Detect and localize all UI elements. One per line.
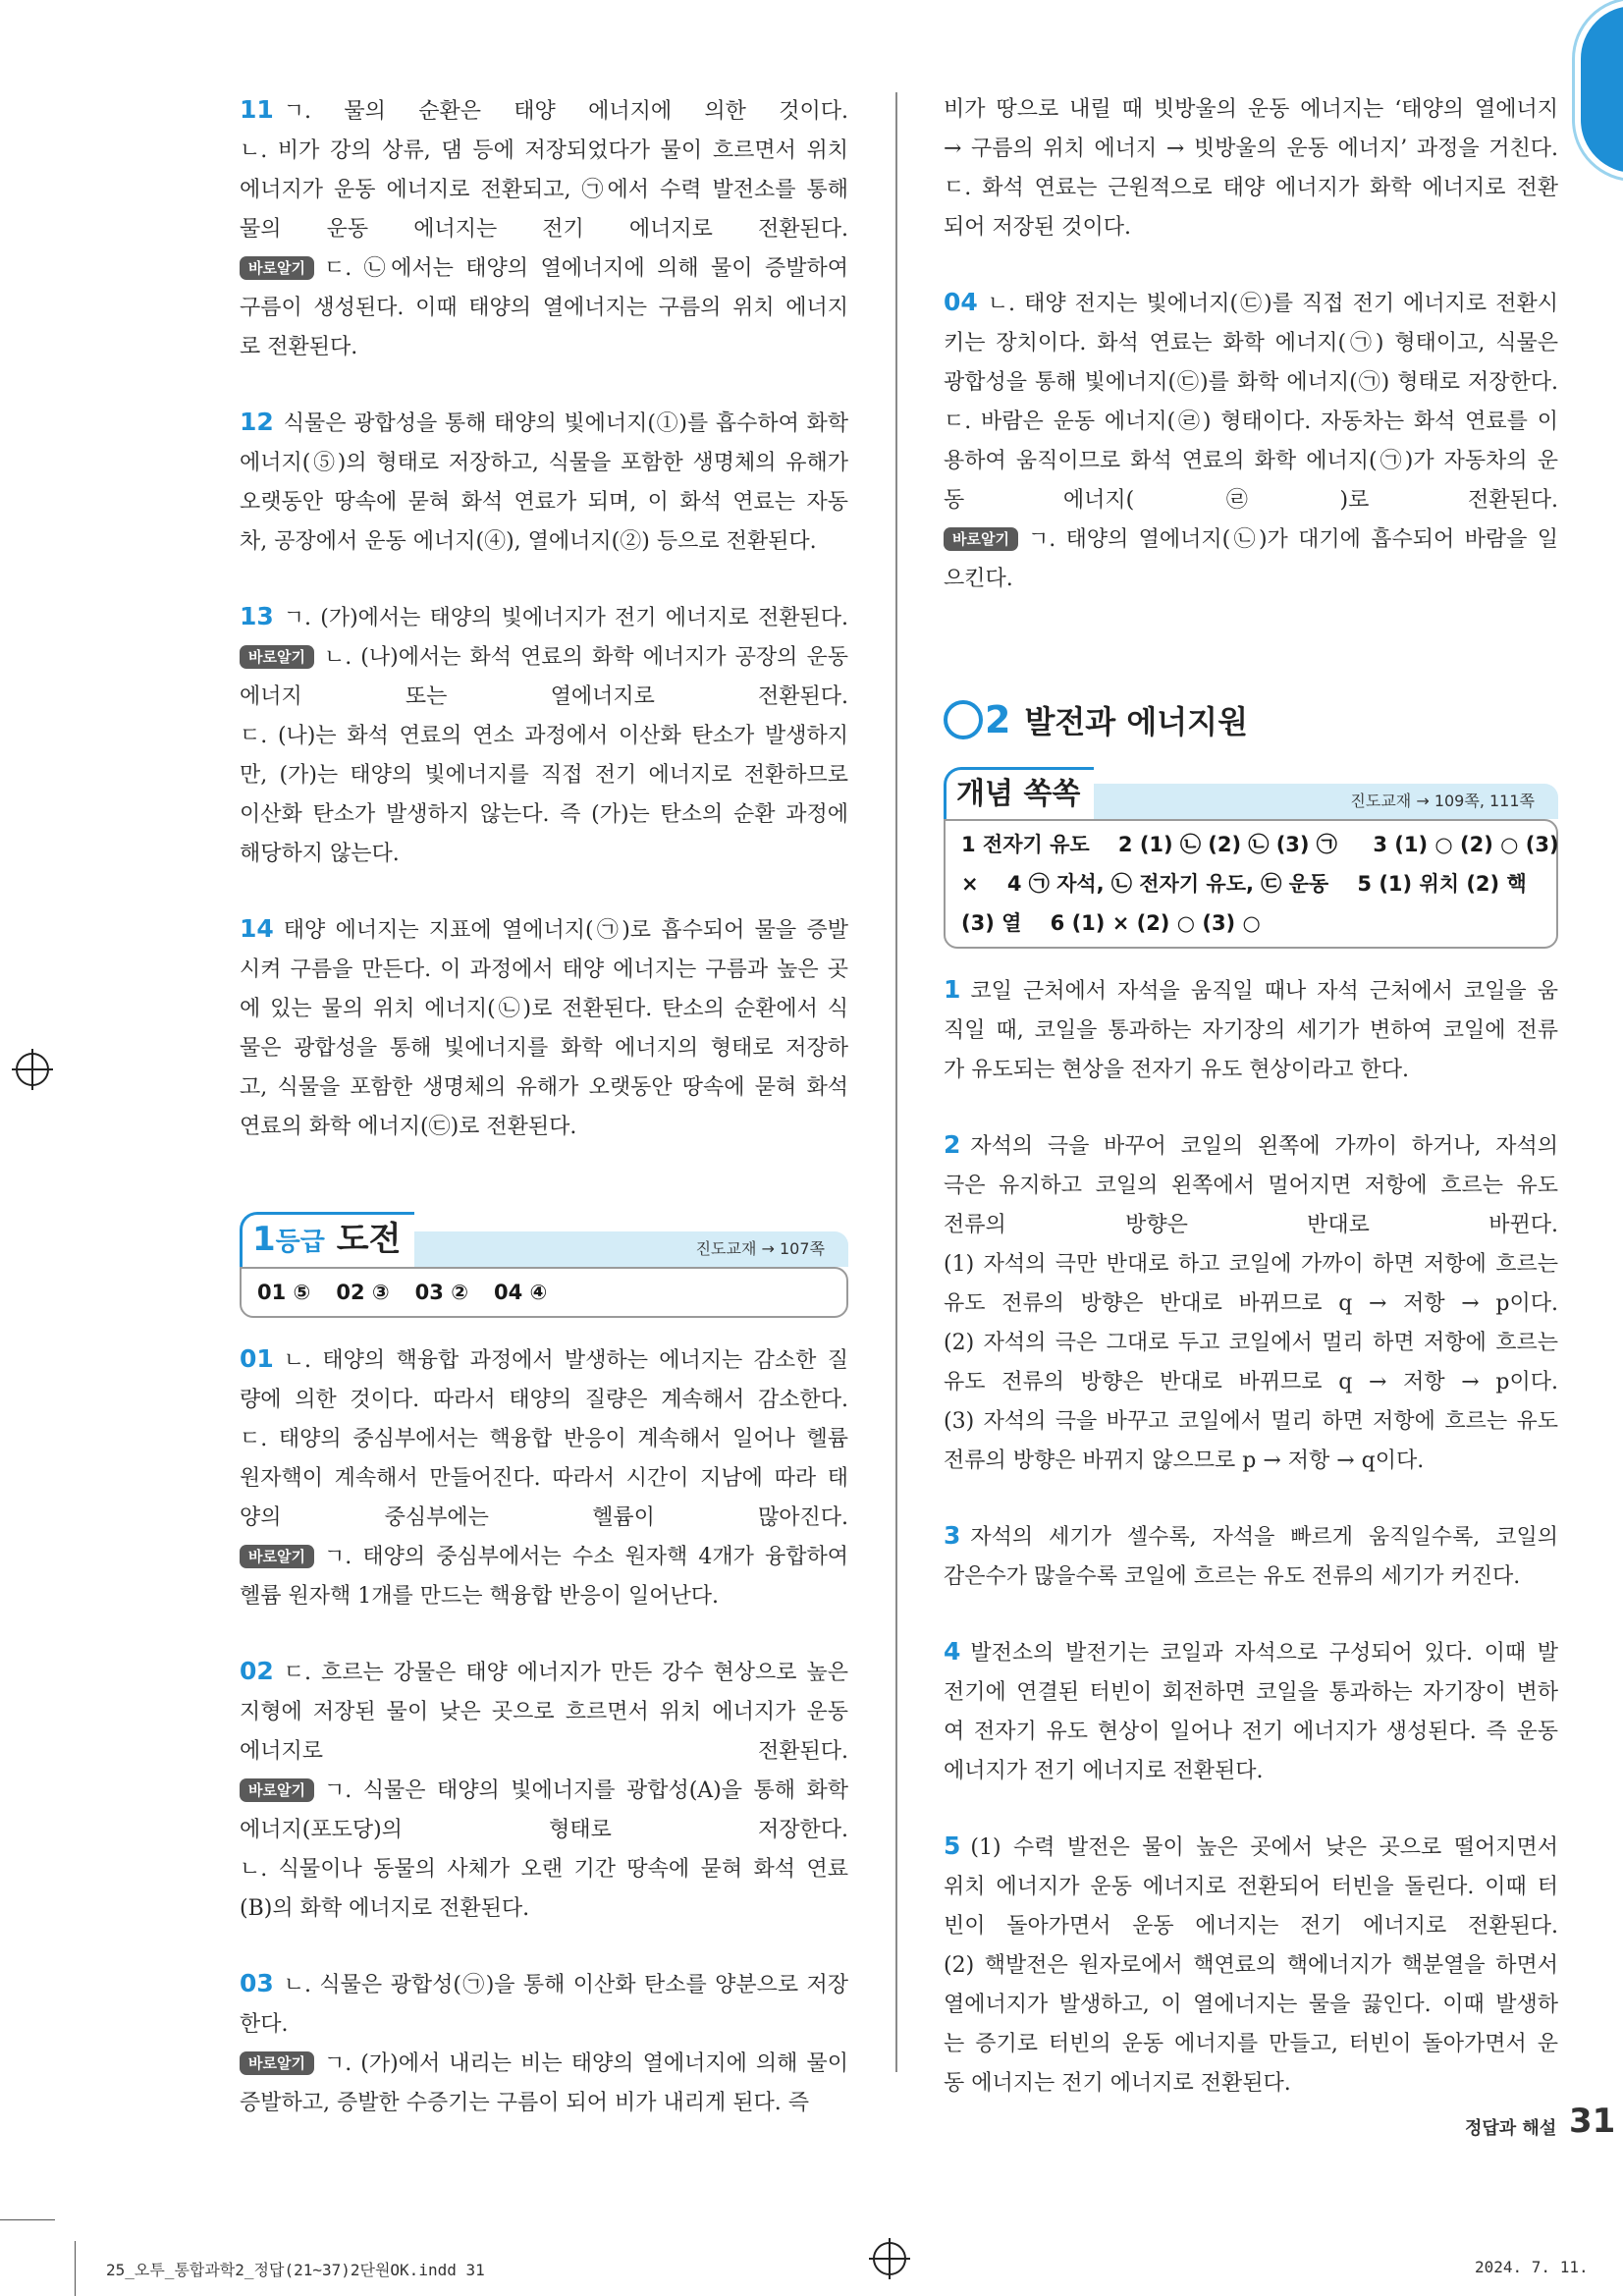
answer-line — [240, 678, 848, 717]
answer-line — [240, 483, 848, 522]
answer-line — [944, 1285, 1558, 1324]
right-items — [944, 90, 1558, 599]
answer-line — [944, 1402, 1558, 1442]
answer-line — [944, 970, 1558, 1011]
answer-line — [944, 1516, 1558, 1558]
line-text: 위치 에너지가 운동 에너지로 전환되어 터빈을 돌린다. 이때 터 — [944, 1875, 1558, 1899]
answer-line — [240, 638, 848, 678]
answer-line — [944, 1673, 1558, 1713]
concept-ref: 진도교재 → 109쪽, 111쪽 — [1088, 784, 1558, 819]
challenge-answer: 02 ③ — [336, 1281, 390, 1304]
answer-line — [240, 1420, 848, 1459]
item-number: 03 — [240, 1969, 274, 1997]
answer-line — [944, 1011, 1558, 1051]
item-number: 4 — [944, 1637, 961, 1666]
line-text: 해당하지 않는다. — [240, 842, 400, 866]
chapter-circle-icon — [944, 700, 983, 739]
answer-line — [944, 169, 1558, 208]
answer-line — [240, 444, 848, 483]
line-text: 양의 중심부에는 헬륨이 많아진다. — [240, 1505, 848, 1530]
line-text: 전기에 연결된 터빈이 회전하면 코일을 통과하는 자기장이 변하 — [944, 1680, 1558, 1705]
answer-line — [240, 1577, 848, 1616]
answer-item — [944, 1125, 1558, 1481]
answer-line — [240, 403, 848, 444]
answer-line — [944, 1558, 1558, 1597]
line-text: 에너지(포도당)의 형태로 저장한다. — [240, 1818, 848, 1842]
line-text: 물의 운동 에너지는 전기 에너지로 전환된다. — [240, 217, 848, 242]
challenge-tag-grade: 등급 — [275, 1228, 325, 1257]
line-text: 전류의 방향은 반대로 바뀐다. — [944, 1213, 1558, 1237]
line-text: 으킨다. — [944, 567, 1013, 591]
answer-line — [240, 1732, 848, 1772]
line-text: ㄷ. 화석 연료는 근원적으로 태양 에너지가 화학 에너지로 전환 — [944, 176, 1558, 200]
registration-mark-icon — [873, 2242, 906, 2275]
page-number: 31 — [1569, 2102, 1616, 2141]
barojalgi-badge: 바로알기 — [240, 1545, 314, 1568]
answer-line — [240, 1029, 848, 1068]
line-text: 비가 땅으로 내릴 때 빗방울의 운동 에너지는 ‘태양의 열에너지 — [944, 97, 1558, 122]
answer-item — [240, 1964, 848, 2123]
line-text: 구름이 생성된다. 이때 태양의 열에너지는 구름의 위치 에너지 — [240, 296, 848, 320]
item-number: 04 — [944, 288, 978, 316]
right-items2 — [944, 970, 1558, 2104]
registration-mark-icon — [16, 1053, 49, 1086]
answer-line — [240, 909, 848, 951]
line-text: ㄱ. 식물은 태양의 빛에너지를 광합성(A)을 통해 화학 — [323, 1778, 848, 1803]
answer-item — [944, 1516, 1558, 1597]
line-text: 에너지(⑤)의 형태로 저장하고, 식물을 포함한 생명체의 유해가 — [240, 451, 848, 475]
chapter-corner-tab — [1575, 0, 1623, 179]
answer-line — [240, 1459, 848, 1499]
line-text: 량에 의한 것이다. 따라서 태양의 질량은 계속해서 감소한다. — [240, 1388, 848, 1412]
item-number: 3 — [944, 1521, 961, 1550]
challenge-ref: 진도교재 → 107쪽 — [408, 1231, 848, 1267]
line-text: ㄷ. 바람은 운동 에너지(㉣) 형태이다. 자동차는 화석 연료를 이 — [944, 410, 1558, 434]
slug-filename: 25_오투_통합과학2_정답(21~37)2단원OK.indd 31 — [106, 2261, 485, 2279]
line-text: 직일 때, 코일을 통과하는 자기장의 세기가 변하여 코일에 전류 — [944, 1018, 1558, 1043]
item-number: 13 — [240, 602, 274, 630]
challenge-tag-num: 1 — [252, 1220, 276, 1259]
answer-line — [240, 2045, 848, 2084]
line-text: 원자핵이 계속해서 만들어진다. 따라서 시간이 지남에 따라 태 — [240, 1466, 848, 1491]
answer-line — [944, 1206, 1558, 1245]
item-number: 14 — [240, 914, 274, 943]
concept-answer-box — [944, 819, 1558, 949]
line-text: 에너지가 운동 에너지로 전환되고, ㉠에서 수력 발전소를 통해 — [240, 178, 848, 202]
answer-line — [240, 1381, 848, 1420]
line-text: 에너지 또는 열에너지로 전환된다. — [240, 684, 848, 709]
answer-line — [240, 171, 848, 210]
line-text: 코일 근처에서 자석을 움직일 때나 자석 근처에서 코일을 움 — [970, 979, 1558, 1004]
answer-item — [944, 283, 1558, 599]
challenge-header — [240, 1216, 848, 1267]
challenge-answer: 03 ② — [414, 1281, 468, 1304]
answer-line — [240, 210, 848, 249]
line-text: ㄴ. 비가 강의 상류, 댐 등에 저장되었다가 물이 흐르면서 위치 — [240, 138, 848, 163]
column-divider — [895, 92, 897, 2072]
line-text: ㄱ. 물의 순환은 태양 에너지에 의한 것이다. — [283, 99, 848, 124]
line-text: 시켜 구름을 만든다. 이 과정에서 태양 에너지는 구름과 높은 곳 — [240, 957, 848, 982]
answer-line — [944, 1632, 1558, 1673]
line-text: 유도 전류의 방향은 반대로 바뀌므로 q → 저항 → p이다. — [944, 1370, 1558, 1394]
line-text: 연료의 화학 에너지(㉢)로 전환된다. — [240, 1115, 577, 1139]
answer-line — [944, 1442, 1558, 1481]
answer-item — [944, 90, 1558, 247]
answer-item — [944, 970, 1558, 1090]
line-text: 오랫동안 땅속에 묻혀 화석 연료가 되며, 이 화석 연료는 자동 — [240, 490, 848, 515]
answer-line — [240, 1499, 848, 1538]
line-text: ㄷ. 흐르는 강물은 태양 에너지가 만든 강수 현상으로 높은 — [283, 1661, 848, 1685]
line-text: 빈이 돌아가면서 운동 에너지는 전기 에너지로 전환된다. — [944, 1914, 1558, 1939]
answer-line — [240, 249, 848, 289]
concept-header — [944, 768, 1558, 819]
chapter-number: 2 — [985, 698, 1011, 741]
concept-tag — [944, 767, 1094, 819]
line-text: 에 있는 물의 위치 에너지(㉡)로 전환된다. 탄소의 순환에서 식 — [240, 997, 848, 1021]
answer-line — [944, 1752, 1558, 1791]
answer-line — [240, 835, 848, 874]
answer-item — [240, 1339, 848, 1616]
answer-item — [240, 909, 848, 1147]
line-text: 되어 저장된 것이다. — [944, 215, 1131, 240]
answer-line — [944, 324, 1558, 363]
left-column — [240, 90, 848, 2159]
line-text: ㄴ. 태양 전지는 빛에너지(㉢)를 직접 전기 에너지로 전환시 — [987, 292, 1558, 316]
answer-item — [944, 1827, 1558, 2104]
line-text: ㄱ. 태양의 열에너지(㉡)가 대기에 흡수되어 바람을 일 — [1027, 527, 1558, 552]
line-text: ㄷ. (나)는 화석 연료의 연소 과정에서 이산화 탄소가 발생하지 — [240, 724, 848, 748]
answer-line — [240, 328, 848, 367]
line-text: 에너지가 전기 에너지로 전환된다. — [944, 1759, 1264, 1783]
line-text: 자석의 극을 바꾸어 코일의 왼쪽에 가까이 하거나, 자석의 — [970, 1134, 1558, 1159]
item-number: 01 — [240, 1344, 274, 1373]
chapter-title: 발전과 에너지원 — [1024, 703, 1248, 740]
answer-line — [944, 403, 1558, 442]
line-text: 물은 광합성을 통해 빛에너지를 화학 에너지의 형태로 저장하 — [240, 1036, 848, 1061]
item-number: 5 — [944, 1831, 961, 1860]
concept-answer-line: 1 전자기 유도 2 (1) ㉡ (2) ㉡ (3) ㉠ 3 (1) ○ (2) ○ (3) — [961, 833, 1559, 856]
answer-line — [944, 1324, 1558, 1363]
line-text: 에너지로 전환된다. — [240, 1739, 848, 1764]
line-text: 용하여 움직이므로 화석 연료의 화학 에너지(㉠)가 자동차의 운 — [944, 449, 1558, 473]
line-text: → 구름의 위치 에너지 → 빗방울의 운동 에너지’ 과정을 거친다. — [944, 137, 1558, 161]
barojalgi-badge: 바로알기 — [240, 256, 314, 280]
answer-line — [240, 2084, 848, 2123]
concept-answer-line: (3) 열 6 (1) × (2) ○ (3) ○ — [961, 911, 1261, 935]
answer-line — [944, 481, 1558, 520]
line-text: 동 에너지는 전기 에너지로 전환된다. — [944, 2071, 1291, 2096]
challenge-tag — [240, 1212, 414, 1267]
right-column — [944, 90, 1558, 2139]
line-text: 차, 공장에서 운동 에너지(④), 열에너지(②) 등으로 전환된다. — [240, 529, 817, 554]
answer-line — [944, 1946, 1558, 1986]
chapter-heading — [944, 697, 1558, 742]
crop-mark — [75, 2241, 76, 2296]
answer-line — [240, 1339, 848, 1381]
answer-line — [944, 520, 1558, 560]
line-text: 태양 에너지는 지표에 열에너지(㉠)로 흡수되어 물을 증발 — [283, 918, 848, 943]
line-text: 열에너지가 발생하고, 이 열에너지는 물을 끓인다. 이때 발생하 — [944, 1993, 1558, 2017]
answer-line — [240, 1652, 848, 1693]
footer-title: 정답과 해설 — [1465, 2118, 1557, 2139]
line-text: (1) 수력 발전은 물이 높은 곳에서 낮은 곳으로 떨어지면서 — [970, 1835, 1558, 1860]
barojalgi-badge: 바로알기 — [240, 1778, 314, 1802]
answer-line — [240, 597, 848, 638]
answer-line — [240, 132, 848, 171]
line-text: 전류의 방향은 바뀌지 않으므로 p → 저항 → q이다. — [944, 1449, 1425, 1473]
answer-line — [944, 560, 1558, 599]
line-text: 는 증기로 터빈의 운동 에너지를 만들고, 터빈이 돌아가면서 운 — [944, 2032, 1558, 2056]
item-number: 02 — [240, 1657, 274, 1685]
answer-line — [944, 1827, 1558, 1868]
line-text: 이산화 탄소가 발생하지 않는다. 즉 (가)는 탄소의 순환 과정에 — [240, 802, 848, 827]
answer-line — [944, 2064, 1558, 2104]
line-text: 키는 장치이다. 화석 연료는 화학 에너지(㉠) 형태이고, 식물은 — [944, 331, 1558, 355]
challenge-answer-box — [240, 1267, 848, 1318]
line-text: ㄴ. 식물이나 동물의 사체가 오랜 기간 땅속에 묻혀 화석 연료 — [240, 1857, 848, 1882]
line-text: ㄴ. 태양의 핵융합 과정에서 발생하는 에너지는 감소한 질 — [283, 1348, 848, 1373]
left-items2 — [240, 1339, 848, 2123]
answer-item — [240, 90, 848, 367]
answer-line — [240, 1108, 848, 1147]
answer-line — [944, 283, 1558, 324]
line-text: ㄷ. 태양의 중심부에서는 핵융합 반응이 계속해서 일어나 헬륨 — [240, 1427, 848, 1451]
line-text: ㄴ. 식물은 광합성(㉠)을 통해 이산화 탄소를 양분으로 저장 — [283, 1973, 848, 1997]
line-text: (1) 자석의 극만 반대로 하고 코일에 가까이 하면 저항에 흐르는 — [944, 1252, 1558, 1277]
line-text: (B)의 화학 에너지로 전환된다. — [240, 1896, 530, 1921]
answer-line — [944, 130, 1558, 169]
line-text: 증발하고, 증발한 수증기는 구름이 되어 비가 내리게 된다. 즉 — [240, 2091, 809, 2115]
line-text: 로 전환된다. — [240, 335, 358, 359]
answer-line — [240, 951, 848, 990]
line-text: 가 유도되는 현상을 전자기 유도 현상이라고 한다. — [944, 1058, 1409, 1082]
answer-line — [944, 1713, 1558, 1752]
line-text: 극은 유지하고 코일의 왼쪽에서 멀어지면 저항에 흐르는 유도 — [944, 1174, 1558, 1198]
answer-line — [240, 2005, 848, 2045]
answer-item — [240, 597, 848, 874]
challenge-section — [240, 1216, 848, 1318]
barojalgi-badge: 바로알기 — [240, 2051, 314, 2075]
concept-section — [944, 768, 1558, 949]
line-text: 식물은 광합성을 통해 태양의 빛에너지(①)를 흡수하여 화학 — [283, 411, 848, 436]
line-text: 만, (가)는 태양의 빛에너지를 직접 전기 에너지로 전환하므로 — [240, 763, 848, 788]
answer-line — [944, 1125, 1558, 1167]
answer-line — [944, 1907, 1558, 1946]
line-text: 자석의 세기가 셀수록, 자석을 빠르게 움직일수록, 코일의 — [970, 1525, 1558, 1550]
line-text: 헬륨 원자핵 1개를 만드는 핵융합 반응이 일어난다. — [240, 1584, 719, 1609]
answer-line — [240, 1964, 848, 2005]
answer-line — [240, 1068, 848, 1108]
line-text: (3) 자석의 극을 바꾸고 코일에서 멀리 하면 저항에 흐르는 유도 — [944, 1409, 1558, 1434]
answer-line — [944, 1051, 1558, 1090]
line-text: 동 에너지(㉣)로 전환된다. — [944, 488, 1558, 513]
line-text: ㄱ. (가)에서는 태양의 빛에너지가 전기 에너지로 전환된다. — [283, 606, 848, 630]
answer-line — [240, 717, 848, 756]
barojalgi-badge: 바로알기 — [240, 645, 314, 669]
answer-line — [240, 1811, 848, 1850]
answer-line — [944, 442, 1558, 481]
answer-item — [240, 1652, 848, 1929]
answer-line — [240, 289, 848, 328]
line-text: (2) 자석의 극은 그대로 두고 코일에서 멀리 하면 저항에 흐르는 — [944, 1331, 1558, 1355]
answer-item — [240, 403, 848, 562]
answer-line — [240, 990, 848, 1029]
answer-line — [944, 208, 1558, 247]
answer-line — [240, 1538, 848, 1577]
line-text: 지형에 저장된 물이 낮은 곳으로 흐르면서 위치 에너지가 운동 — [240, 1700, 848, 1724]
item-number: 2 — [944, 1130, 961, 1159]
answer-line — [944, 2025, 1558, 2064]
barojalgi-badge: 바로알기 — [944, 527, 1018, 551]
answer-line — [944, 1167, 1558, 1206]
answer-line — [240, 756, 848, 795]
challenge-answer: 01 ⑤ — [257, 1281, 311, 1304]
crop-mark — [0, 2219, 55, 2220]
answer-line — [240, 1772, 848, 1811]
answer-line — [240, 795, 848, 835]
line-text: ㄱ. 태양의 중심부에서는 수소 원자핵 4개가 융합하여 — [323, 1545, 848, 1569]
line-text: 발전소의 발전기는 코일과 자석으로 구성되어 있다. 이때 발 — [970, 1641, 1558, 1666]
answer-line — [944, 1363, 1558, 1402]
line-text: 한다. — [240, 2012, 289, 2037]
line-text: 유도 전류의 방향은 반대로 바뀌므로 q → 저항 → p이다. — [944, 1291, 1558, 1316]
line-text: ㄷ. ㉡에서는 태양의 열에너지에 의해 물이 증발하여 — [323, 256, 848, 281]
answer-line — [240, 522, 848, 562]
line-text: 광합성을 통해 빛에너지(㉢)를 화학 에너지(㉠) 형태로 저장한다. — [944, 370, 1558, 395]
concept-tag-label: 개념 쏙쏙 — [956, 777, 1081, 811]
answer-line — [240, 1693, 848, 1732]
item-number: 12 — [240, 408, 274, 436]
answer-line — [240, 1850, 848, 1889]
line-text: 고, 식물을 포함한 생명체의 유해가 오랫동안 땅속에 묻혀 화석 — [240, 1075, 848, 1100]
slug-date: 2024. 7. 11. — [1475, 2258, 1589, 2276]
challenge-tag-word: 도전 — [336, 1220, 402, 1259]
answer-line — [944, 1245, 1558, 1285]
item-number: 11 — [240, 95, 274, 124]
answer-line — [944, 1868, 1558, 1907]
challenge-answer: 04 ④ — [493, 1281, 548, 1304]
left-items — [240, 90, 848, 1147]
answer-line — [944, 363, 1558, 403]
answer-line — [240, 90, 848, 132]
answer-line — [944, 1986, 1558, 2025]
answer-line — [944, 90, 1558, 130]
line-text: 여 전자기 유도 현상이 일어나 전기 에너지가 생성된다. 즉 운동 — [944, 1720, 1558, 1744]
answer-item — [944, 1632, 1558, 1791]
line-text: ㄱ. (가)에서 내리는 비는 태양의 열에너지에 의해 물이 — [323, 2051, 848, 2076]
line-text: ㄴ. (나)에서는 화석 연료의 화학 에너지가 공장의 운동 — [323, 645, 848, 670]
line-text: 감은수가 많을수록 코일에 흐르는 유도 전류의 세기가 커진다. — [944, 1564, 1521, 1589]
answer-line — [240, 1889, 848, 1929]
concept-answer-line: × 4 ㉠ 자석, ㉡ 전자기 유도, ㉢ 운동 5 (1) 위치 (2) 핵 — [961, 872, 1527, 896]
line-text: (2) 핵발전은 원자로에서 핵연료의 핵에너지가 핵분열을 하면서 — [944, 1953, 1558, 1978]
item-number: 1 — [944, 975, 961, 1004]
